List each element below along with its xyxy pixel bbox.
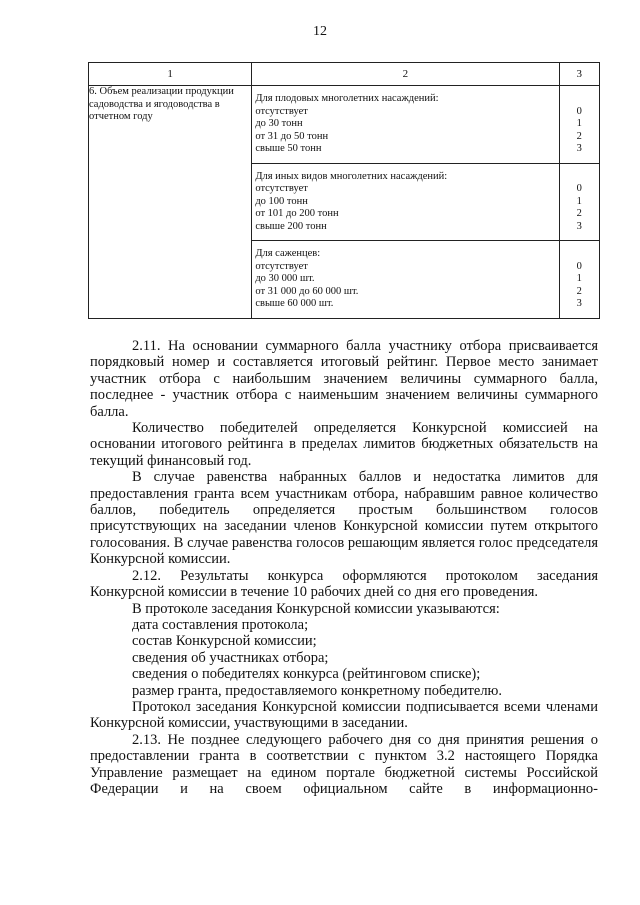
block-title: Для саженцев: [255,248,321,259]
option-label: от 101 до 200 тонн [255,208,339,219]
option-label: до 30 тонн [255,118,303,129]
paragraph-protocol-intro: В протоколе заседания Конкурсной комиссии указываются: [132,600,500,617]
list-item: сведения об участниках отбора; [132,649,329,666]
list-item: размер гранта, предоставляемого конкретному победителю. [132,682,503,699]
scores-block-seedlings [559,241,599,319]
score-value: 1 [576,118,582,129]
scores-block-fruit [559,86,599,164]
paragraph-2-11: 2.11. На основании суммарного балла участнику отбора присваивается порядковый номер и составляется итоговый рейтинг. Первое место занимает участник отбора с наибольшим значением величины суммарного балла, последнее - участник отбора с наименьшим значением величины суммарного балла. [90,338,598,420]
option-label: отсутствует [255,105,308,117]
scores-block-other [559,163,599,241]
score-value: 1 [576,273,582,284]
criterion-block-fruit [252,86,559,164]
column-header-2: 2 [252,63,559,86]
paragraph-tie-break: В случае равенства набранных баллов и недостатка лимитов для предоставления гранта всем участникам отбора, набравшим равное количество баллов, победитель определяется простым большинством голосов присутствующих на заседании членов Конкурсной комиссии путем открытого голосования. В случае равенства голосов решающим является голос председателя Конкурсной комиссии. [90,469,598,568]
option-label: отсутствует [255,260,308,272]
score-value: 1 [576,195,582,207]
score-value: 2 [576,285,582,297]
list-item: дата составления протокола; [132,616,309,633]
score-value: 0 [576,183,582,194]
score-value: 3 [576,220,582,232]
score-value: 2 [576,130,582,142]
paragraph-protocol-signing: Протокол заседания Конкурсной комиссии подписывается всеми членами Конкурсной комиссии, участвующими в заседании. [90,698,598,732]
option-label: свыше 50 тонн [255,143,322,154]
option-label: до 100 тонн [255,195,308,207]
option-label: отсутствует [255,183,308,194]
criterion-block-seedlings [252,241,559,319]
paragraph-2-13: 2.13. Не позднее следующего рабочего дня со дня принятия решения о предоставлении гранта в соответствии с пунктом 3.2 настоящего Порядка Управление размещает на едином портале бюджетной системы Российской Федерации и на своем официальном сайте в информационно- [90,731,598,797]
paragraph-winners-count: Количество победителей определяется Конкурсной комиссией на основании итогового рейтинга в пределах лимитов бюджетных обязательств на текущий финансовый год. [90,420,598,469]
option-label: от 31 000 до 60 000 шт. [255,285,359,297]
criteria-table [88,62,600,319]
criterion-block-other [252,163,559,241]
score-value: 3 [576,298,582,309]
paragraph-2-12: 2.12. Результаты конкурса оформляются протоколом заседания Конкурсной комиссии в течение 10 рабочих дней со дня его проведения. [90,567,598,601]
table-header-row [89,63,600,86]
column-header-1: 1 [89,63,252,86]
page-number: 12 [313,24,327,39]
score-value: 0 [576,260,582,272]
score-value: 3 [576,143,582,154]
score-value: 2 [576,208,582,219]
block-title: Для плодовых многолетних насаждений: [255,93,439,104]
column-header-3: 3 [559,63,599,86]
block-title: Для иных видов многолетних насаждений: [255,170,448,182]
list-item: состав Конкурсной комиссии; [132,633,317,650]
option-label: свыше 60 000 шт. [255,298,334,309]
option-label: до 30 000 шт. [255,273,315,284]
option-label: от 31 до 50 тонн [255,130,329,142]
list-item: сведения о победителях конкурса (рейтинговом списке); [132,666,481,683]
table-row [89,86,600,164]
score-value: 0 [576,105,582,117]
option-label: свыше 200 тонн [255,220,327,232]
criterion-name: 6. Объем реализации продукции садоводства и ягодоводства в отчетном году [89,86,252,319]
body-text [90,338,598,797]
